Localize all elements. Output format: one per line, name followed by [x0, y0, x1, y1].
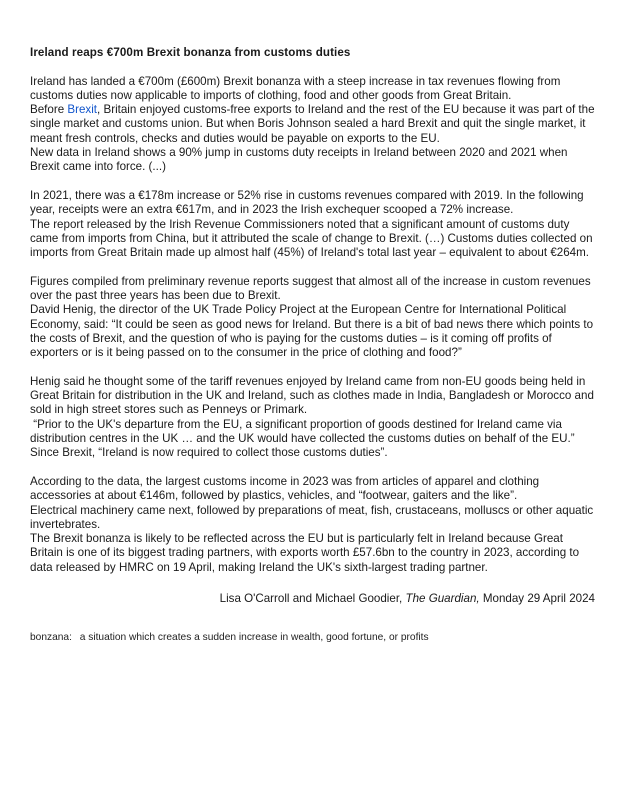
paragraph: According to the data, the largest customs income in 2023 was from articles of apparel and clothing accessories at about €146m, followed by plastics, vehicles, and “footwear, gaiters and the like”. [30, 474, 543, 503]
paragraph-group-5 [30, 475, 596, 575]
article-title: Ireland reaps €700m Brexit bonanza from customs duties [30, 46, 351, 59]
paragraph: Henig said he thought some of the tariff revenues enjoyed by Ireland came from non-EU goods being held in Great Britain for distribution in the UK and Ireland, such as clothes made in India, Bangladesh or Morocco and sold in high street stores such as Penneys or Primark. [30, 374, 598, 417]
paragraph: Figures compiled from preliminary revenue reports suggest that almost all of the increase in custom revenues over the past three years has been due to Brexit. [30, 274, 594, 303]
paragraph-group-3 [30, 275, 596, 361]
paragraph: Since Brexit, “Ireland is now required to collect those customs duties”. [30, 446, 388, 460]
paragraph: Ireland has landed a €700m (£600m) Brexit bonanza with a steep increase in tax revenues flowing from customs duties now applicable to imports of clothing, food and other goods from Great Britain. [30, 74, 564, 102]
paragraph: The Brexit bonanza is likely to be reflected across the EU but is particularly felt in Ireland because Great Britain is one of its biggest trading partners, with exports worth £57.6bn to the country in 2023, according to data released by HMRC on 19 April, making Ireland the UK's sixth-largest trading partner. [30, 532, 583, 574]
attribution-line [30, 592, 596, 606]
footnote-definition: a situation which creates a sudden increase in wealth, good fortune, or profits [79, 632, 429, 644]
paragraph: “Prior to the UK's departure from the EU, a significant proportion of goods destined for Ireland came via distribution centres in the UK … and the UK would have collected the customs duties on behalf of the EU.” [30, 417, 575, 446]
paragraph-group-1 [30, 75, 596, 175]
attribution-source: The Guardian, [405, 591, 480, 605]
paragraph-text: , Britain enjoyed customs-free exports to Ireland and the rest of the EU because it was part of the single market and customs union. But when Boris Johnson sealed a hard Brexit and quit the single market, it meant fresh controls, checks and duties would be payable on exports to the EU. [30, 103, 598, 145]
paragraph-group-4 [30, 375, 596, 461]
paragraph: David Henig, the director of the UK Trade Policy Project at the European Centre for International Political Economy, said: “It could be seen as good news for Ireland. But there is a bit of bad news there which points to the costs of Brexit, and the question of who is paying for the customs duties – is it coming off profits of exporters or is it being passed on to the consumer in the price of clothing and food?” [30, 303, 597, 360]
brexit-link[interactable]: Brexit [67, 103, 98, 117]
paragraph-group-2 [30, 189, 596, 260]
attribution-authors: Lisa O'Carroll and Michael Goodier, [219, 591, 406, 605]
paragraph [30, 103, 596, 146]
attribution-date: Monday 29 April 2024 [479, 591, 595, 605]
footnote [30, 631, 596, 644]
footnote-term: bonzana: [30, 632, 75, 644]
paragraph-text: Before [30, 103, 68, 117]
paragraph: The report released by the Irish Revenue Commissioners noted that a significant amount of customs duty came from imports from China, but it attributed the scale of change to Brexit. (…) Customs duties collected on imports from Great Britain made up almost half (45%) of Ireland's total last year – equivalent to about €264m. [30, 217, 596, 260]
document-page [30, 46, 596, 644]
paragraph: Electrical machinery came next, followed by preparations of meat, fish, crustaceans, molluscs or other aquatic invertebrates. [30, 503, 597, 531]
paragraph: New data in Ireland shows a 90% jump in customs duty receipts in Ireland between 2020 and 2021 when Brexit came into force. (...) [30, 146, 571, 174]
paragraph: In 2021, there was a €178m increase or 52% rise in customs revenues compared with 2019. In the following year, receipts were an extra €617m, and in 2023 the Irish exchequer scooped a 72% increase. [30, 188, 587, 217]
